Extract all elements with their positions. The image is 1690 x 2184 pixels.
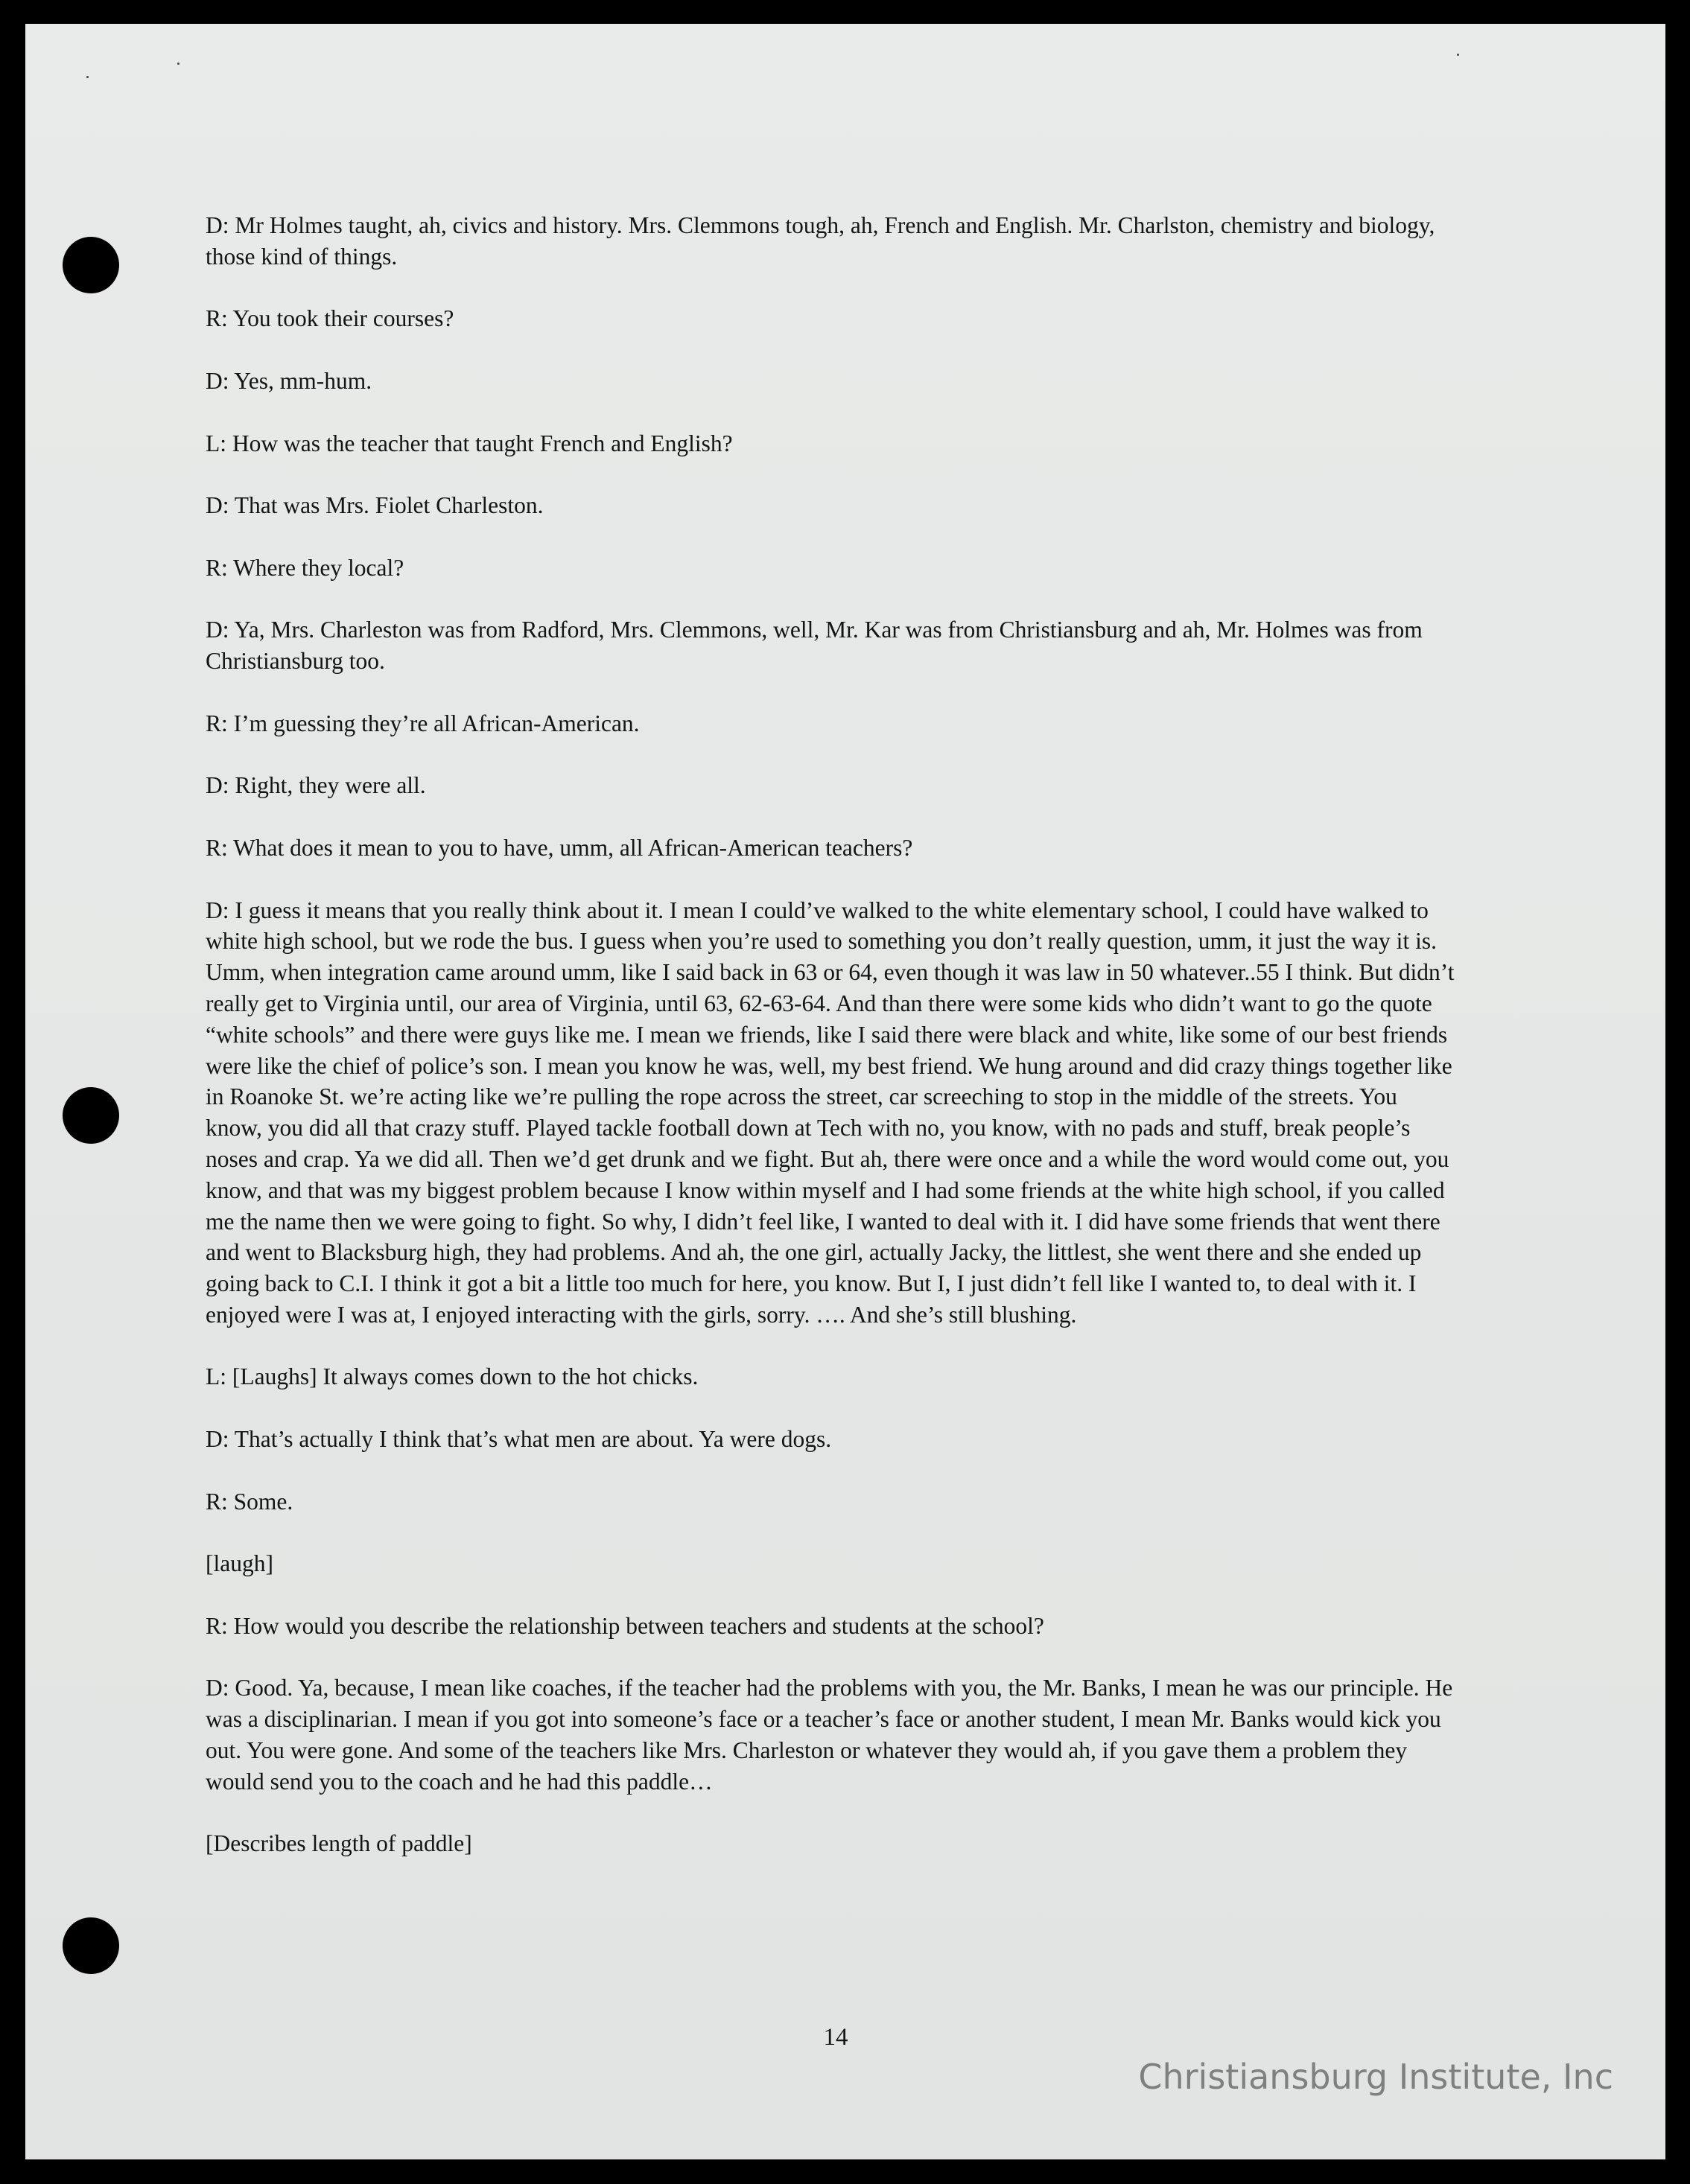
transcript-paragraph: L: [Laughs] It always comes down to the hot chicks.: [206, 1363, 699, 1390]
transcript-paragraph: D: Ya, Mrs. Charleston was from Radford, Mrs. Clemmons, well, Mr. Kar was from Christiansburg and ah, Mr. Holmes was from Christiansburg too.: [206, 617, 1423, 675]
transcript-body: [206, 210, 1457, 1891]
transcript-paragraph: D: Good. Ya, because, I mean like coaches, if the teacher had the problems with you, the Mr. Banks, I mean he was our principle. He was a disciplinarian. I mean if you got into someone’s face or a teacher’s face or another student, I mean Mr. Banks would kick you out. You were gone. And some of the teachers like Mrs. Charleston or whatever they would ah, if you gave them a problem they would send you to the coach and he had this paddle…: [206, 1675, 1453, 1795]
transcript-paragraph: R: You took their courses?: [206, 305, 454, 332]
paper-speck: [1457, 54, 1459, 56]
transcript-paragraph: D: That’s actually I think that’s what men are about. Ya were dogs.: [206, 1426, 832, 1453]
transcript-paragraph: R: Some.: [206, 1488, 293, 1515]
transcript-paragraph: R: I’m guessing they’re all African-American.: [206, 710, 640, 736]
transcript-paragraph: R: What does it mean to you to have, umm, all African-American teachers?: [206, 834, 913, 861]
transcript-paragraph: [Describes length of paddle]: [206, 1830, 472, 1857]
transcript-paragraph: D: That was Mrs. Fiolet Charleston.: [206, 492, 544, 519]
transcript-paragraph: D: Yes, mm-hum.: [206, 367, 372, 394]
transcript-paragraph: R: How would you describe the relationship between teachers and students at the school?: [206, 1612, 1044, 1639]
punch-hole-top: [63, 237, 119, 293]
transcript-paragraph: D: Mr Holmes taught, ah, civics and history. Mrs. Clemmons tough, ah, French and English. Mr. Charlston, chemistry and biology, those kind of things.: [206, 212, 1435, 270]
paper-speck: [86, 76, 89, 78]
paper-speck: [177, 63, 180, 65]
transcript-paragraph: L: How was the teacher that taught French and English?: [206, 430, 733, 456]
watermark-text: Christiansburg Institute, Inc: [1138, 2057, 1613, 2097]
transcript-paragraph: D: Right, they were all.: [206, 772, 426, 799]
transcript-paragraph: [laugh]: [206, 1550, 273, 1577]
transcript-paragraph: D: I guess it means that you really think about it. I mean I could’ve walked to the white elementary school, I could have walked to white high school, but we rode the bus. I guess when you’re used to something you don’t really question, umm, it just the way it is. Umm, when integration came around umm, like I said back in 63 or 64, even though it was law in 50 whatever..55 I think. But didn’t really get to Virginia until, our area of Virginia, until 63, 62-63-64. And than there were some kids who didn’t want to go the quote “white schools” and there were guys like me. I mean we friends, like I said there were black and white, like some of our best friends were like the chief of police’s son. I mean you know he was, well, my best friend. We hung around and did crazy things together like in Roanoke St. we’re acting like we’re pulling the rope across the street, car screeching to stop in the middle of the streets. You know, you did all that crazy stuff. Played tackle football down at Tech with no, you know, with no pads and stuff, break people’s noses and crap. Ya we did all. Then we’d get drunk and we fight. But ah, there were once and a while the word would come out, you know, and that was my biggest problem because I know within myself and I had some friends at the white high school, if you called me the name then we were going to fight. So why, I didn’t feel like, I wanted to deal with it. I did have some friends that went there and went to Blacksburg high, they had problems. And ah, the one girl, actually Jacky, the littlest, she went there and she ended up going back to C.I. I think it got a bit a little too much for here, you know. But I, I just didn’t fell like I wanted to, to deal with it. I enjoyed were I was at, I enjoyed interacting with the girls, sorry. …. And she’s still blushing.: [206, 897, 1455, 1328]
page-number: 14: [823, 2024, 848, 2051]
punch-hole-middle: [63, 1087, 119, 1144]
transcript-paragraph: R: Where they local?: [206, 554, 404, 581]
punch-hole-bottom: [63, 1917, 119, 1974]
